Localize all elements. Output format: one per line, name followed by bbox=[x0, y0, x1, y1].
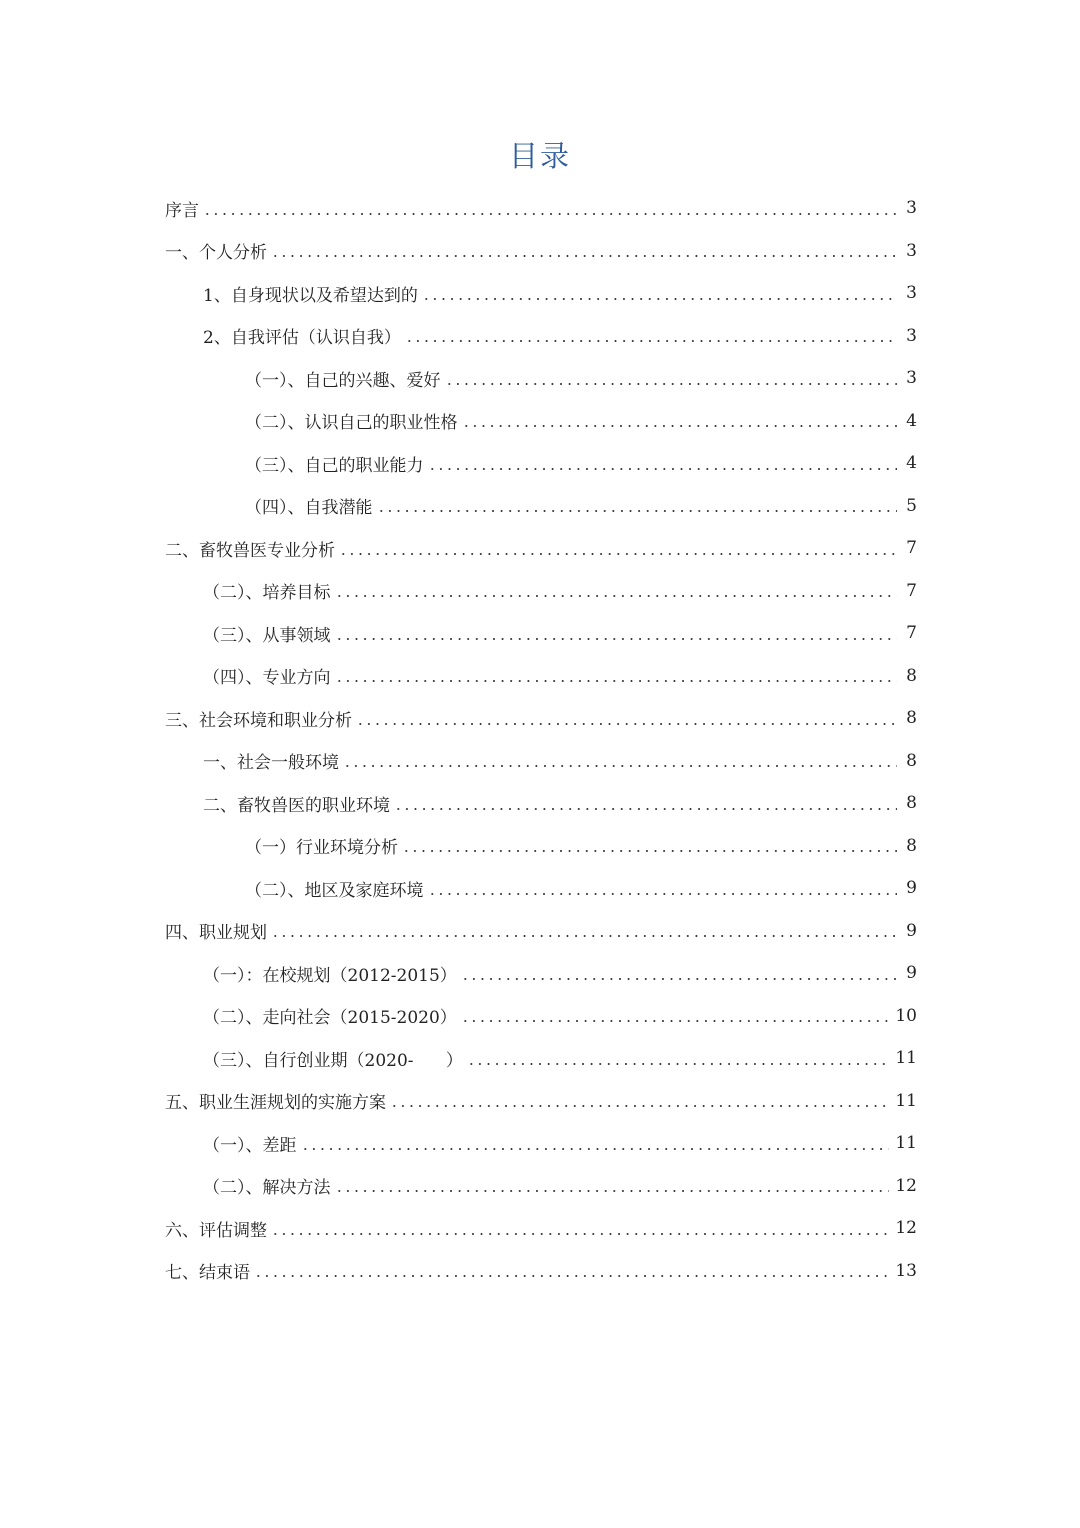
toc-entry[interactable] bbox=[165, 527, 917, 570]
toc-entry[interactable] bbox=[165, 1037, 917, 1080]
toc-entry-page-number: 3 bbox=[906, 283, 917, 304]
toc-entry-label: （一）：在校规划（2012-2015） bbox=[165, 961, 461, 986]
toc-entry-label: （二）、解决方法 bbox=[165, 1173, 335, 1198]
toc-entry-label: 四、职业规划 bbox=[165, 918, 271, 943]
toc-entry-page-number: 11 bbox=[895, 1090, 917, 1111]
toc-entry[interactable] bbox=[165, 230, 917, 273]
toc-entry-label: （四）、专业方向 bbox=[165, 663, 335, 688]
toc-entry-page-number: 3 bbox=[906, 240, 917, 261]
toc-entry-page-number: 4 bbox=[906, 410, 917, 431]
toc-dot-leader bbox=[461, 978, 897, 980]
toc-entry-label: （二）、培养目标 bbox=[165, 578, 335, 603]
toc-entry-label: （二）、地区及家庭环境 bbox=[165, 876, 428, 901]
toc-dot-leader bbox=[356, 723, 897, 725]
toc-entry-page-number: 3 bbox=[906, 368, 917, 389]
toc-entry-label: 二、畜牧兽医的职业环境 bbox=[165, 791, 394, 816]
toc-entry[interactable] bbox=[165, 1165, 917, 1208]
toc-dot-leader bbox=[335, 680, 898, 682]
toc-dot-leader bbox=[394, 808, 897, 810]
toc-entry-label: 2、自我评估（认识自我） bbox=[165, 323, 405, 348]
toc-entry-page-number: 7 bbox=[906, 623, 917, 644]
toc-entry-label: （一）、自己的兴趣、爱好 bbox=[165, 366, 445, 391]
toc-entry-label: 七、结束语 bbox=[165, 1258, 254, 1283]
toc-entry-page-number: 8 bbox=[906, 665, 917, 686]
toc-entry[interactable] bbox=[165, 867, 917, 910]
toc-dot-leader bbox=[467, 1063, 889, 1065]
toc-entry-page-number: 7 bbox=[906, 538, 917, 559]
toc-entry-label: （四）、自我潜能 bbox=[165, 493, 377, 518]
toc-entry[interactable] bbox=[165, 187, 917, 230]
toc-entry-label: （三）、自行创业期（2020- ） bbox=[165, 1046, 467, 1071]
toc-dot-leader bbox=[422, 298, 897, 300]
toc-entry-label: （三）、自己的职业能力 bbox=[165, 451, 428, 476]
toc-entry[interactable] bbox=[165, 655, 917, 698]
toc-entry[interactable] bbox=[165, 315, 917, 358]
toc-entry-label: （一）、差距 bbox=[165, 1131, 301, 1156]
toc-entry-label: 六、评估调整 bbox=[165, 1216, 271, 1241]
toc-entry-page-number: 8 bbox=[906, 708, 917, 729]
toc-entry-page-number: 3 bbox=[906, 198, 917, 219]
toc-entry-label: 一、社会一般环境 bbox=[165, 748, 343, 773]
toc-entry-page-number: 11 bbox=[895, 1133, 917, 1154]
toc-entry-page-number: 12 bbox=[895, 1218, 917, 1239]
toc-dot-leader bbox=[271, 1233, 889, 1235]
toc-entry-page-number: 8 bbox=[906, 793, 917, 814]
toc-entry[interactable] bbox=[165, 400, 917, 443]
toc-dot-leader bbox=[271, 935, 897, 937]
toc-entry-label: （二）、走向社会（2015-2020） bbox=[165, 1003, 461, 1028]
toc-dot-leader bbox=[339, 553, 897, 555]
toc-dot-leader bbox=[461, 1020, 890, 1022]
toc-dot-leader bbox=[335, 638, 898, 640]
toc-entry-page-number: 11 bbox=[895, 1048, 917, 1069]
toc-entry[interactable] bbox=[165, 910, 917, 953]
toc-list bbox=[165, 187, 917, 1292]
toc-entry[interactable] bbox=[165, 1122, 917, 1165]
toc-entry[interactable] bbox=[165, 995, 917, 1038]
toc-entry-page-number: 5 bbox=[906, 495, 917, 516]
toc-entry-page-number: 3 bbox=[906, 325, 917, 346]
toc-entry[interactable] bbox=[165, 697, 917, 740]
toc-dot-leader bbox=[301, 1148, 890, 1150]
toc-entry-label: 二、畜牧兽医专业分析 bbox=[165, 536, 339, 561]
toc-entry-page-number: 10 bbox=[895, 1005, 917, 1026]
toc-dot-leader bbox=[254, 1275, 889, 1277]
toc-entry-page-number: 9 bbox=[906, 878, 917, 899]
toc-dot-leader bbox=[402, 850, 897, 852]
toc-entry-page-number: 8 bbox=[906, 750, 917, 771]
toc-entry-page-number: 9 bbox=[906, 963, 917, 984]
toc-entry[interactable] bbox=[165, 485, 917, 528]
toc-entry[interactable] bbox=[165, 272, 917, 315]
toc-dot-leader bbox=[405, 340, 897, 342]
toc-entry-label: 三、社会环境和职业分析 bbox=[165, 706, 356, 731]
toc-entry-label: 五、职业生涯规划的实施方案 bbox=[165, 1088, 390, 1113]
toc-entry-page-number: 4 bbox=[906, 453, 917, 474]
toc-dot-leader bbox=[390, 1105, 889, 1107]
toc-entry-label: （一）行业环境分析 bbox=[165, 833, 402, 858]
toc-entry[interactable] bbox=[165, 1250, 917, 1293]
toc-entry-label: 一、个人分析 bbox=[165, 238, 271, 263]
toc-entry-page-number: 7 bbox=[906, 580, 917, 601]
toc-dot-leader bbox=[343, 765, 897, 767]
toc-title: 目录 bbox=[508, 139, 571, 173]
toc-dot-leader bbox=[377, 510, 898, 512]
toc-entry-page-number: 8 bbox=[906, 835, 917, 856]
toc-entry[interactable] bbox=[165, 825, 917, 868]
toc-entry[interactable] bbox=[165, 952, 917, 995]
toc-entry[interactable] bbox=[165, 1080, 917, 1123]
toc-dot-leader bbox=[462, 425, 898, 427]
toc-dot-leader bbox=[203, 213, 897, 215]
toc-dot-leader bbox=[271, 255, 897, 257]
toc-entry[interactable] bbox=[165, 782, 917, 825]
toc-entry-page-number: 12 bbox=[895, 1175, 917, 1196]
toc-entry[interactable] bbox=[165, 612, 917, 655]
toc-entry[interactable] bbox=[165, 570, 917, 613]
toc-entry-page-number: 13 bbox=[895, 1260, 917, 1281]
toc-dot-leader bbox=[428, 893, 898, 895]
toc-entry-label: （三）、从事领域 bbox=[165, 621, 335, 646]
toc-dot-leader bbox=[428, 468, 898, 470]
toc-entry[interactable] bbox=[165, 357, 917, 400]
toc-entry-label: 1、自身现状以及希望达到的 bbox=[165, 281, 422, 306]
toc-dot-leader bbox=[335, 1190, 890, 1192]
toc-entry[interactable] bbox=[165, 442, 917, 485]
toc-entry-page-number: 9 bbox=[906, 920, 917, 941]
toc-entry[interactable] bbox=[165, 1207, 917, 1250]
toc-entry-label: （二）、认识自己的职业性格 bbox=[165, 408, 462, 433]
toc-entry-label: 序言 bbox=[165, 196, 203, 221]
toc-entry[interactable] bbox=[165, 740, 917, 783]
toc-dot-leader bbox=[335, 595, 898, 597]
toc-dot-leader bbox=[445, 383, 898, 385]
